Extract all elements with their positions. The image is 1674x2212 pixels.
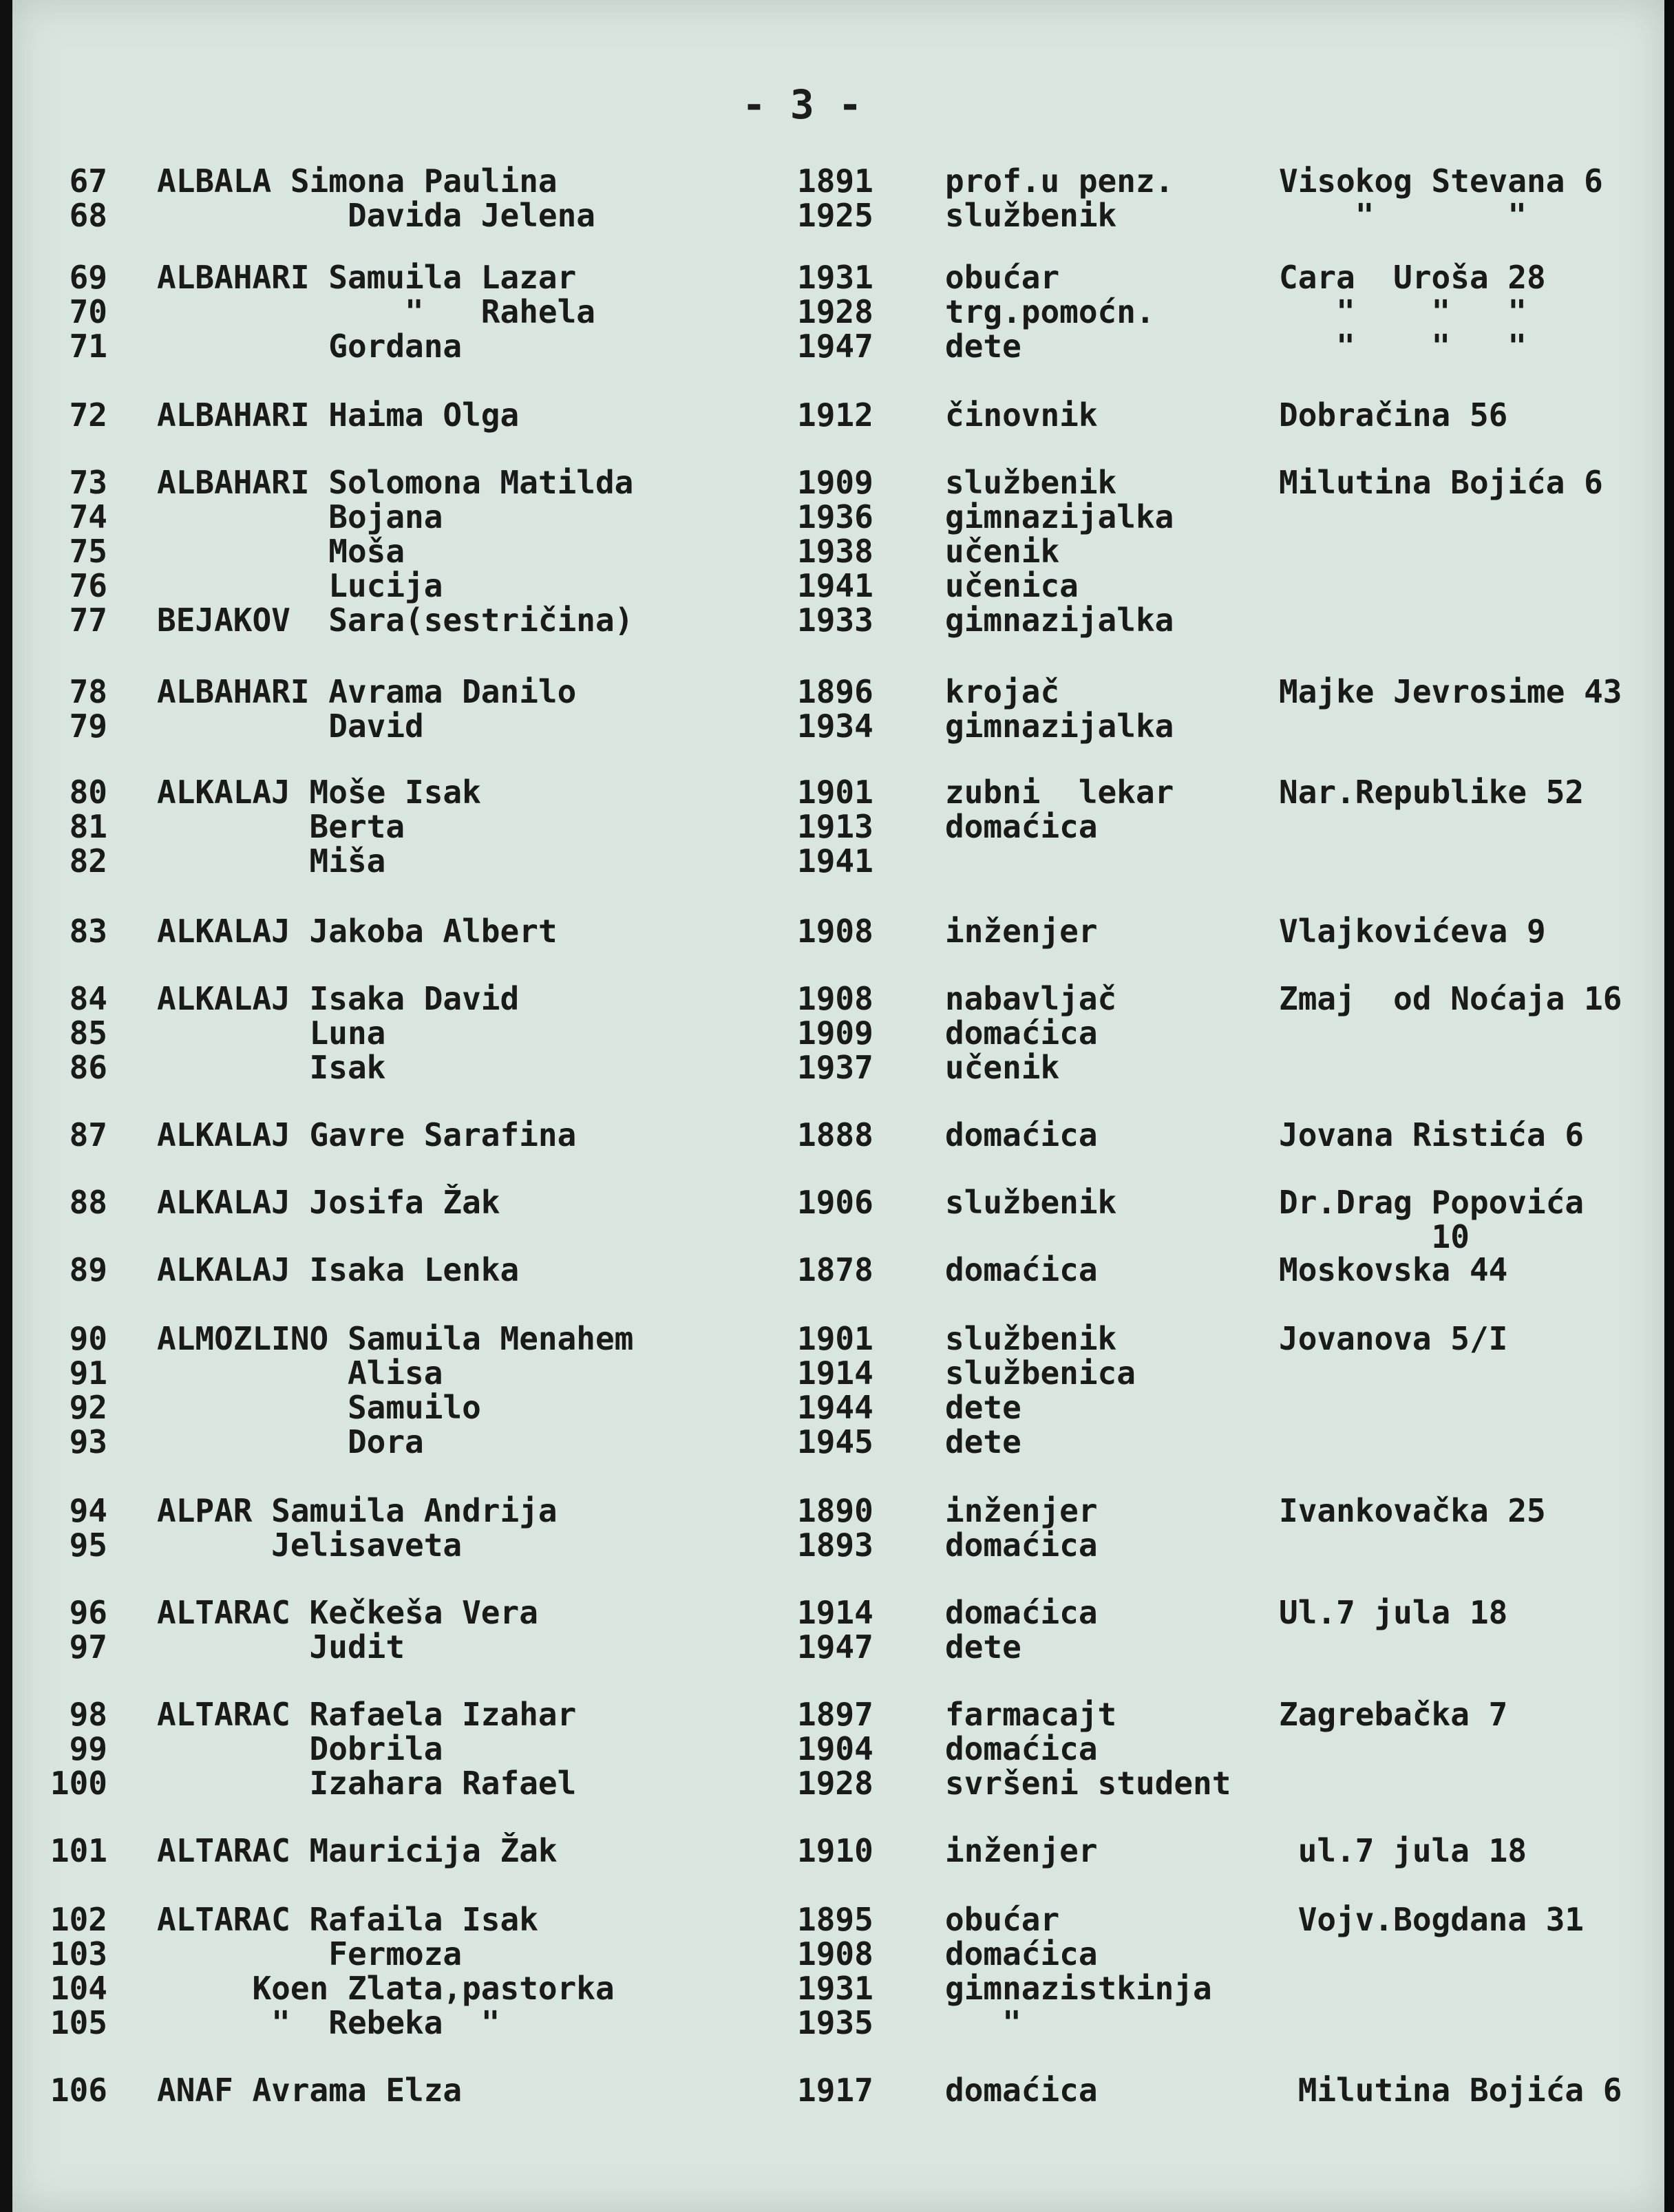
occupation: domaćica xyxy=(945,1251,1098,1288)
row-number: 89 xyxy=(69,1251,107,1288)
list-item xyxy=(12,164,1664,198)
birth-year: 1935 xyxy=(797,2004,873,2041)
list-item xyxy=(12,1902,1664,1937)
address: Nar.Republike 52 xyxy=(1279,774,1585,811)
person-name: Bojana xyxy=(157,498,443,535)
occupation: domaćica xyxy=(945,1014,1098,1052)
birth-year: 1936 xyxy=(797,498,873,535)
birth-year: 1910 xyxy=(797,1832,873,1869)
row-number: 72 xyxy=(69,396,107,434)
person-name: Lucija xyxy=(157,567,443,604)
list-item xyxy=(12,329,1664,363)
row-number: 100 xyxy=(50,1765,107,1802)
address: Cara Uroša 28 xyxy=(1279,259,1546,296)
row-number: 83 xyxy=(69,913,107,950)
occupation: domaćica xyxy=(945,1527,1098,1564)
person-name: Dobrila xyxy=(157,1730,443,1767)
list-item xyxy=(12,709,1664,743)
occupation: krojač xyxy=(945,673,1060,710)
row-number: 71 xyxy=(69,328,107,365)
occupation: gimnazijalka xyxy=(945,708,1174,745)
address: Visokog Stevana 6 xyxy=(1279,162,1603,200)
person-name: ALKALAJ Josifa Žak xyxy=(157,1184,500,1221)
person-name: ALPAR Samuila Andrija xyxy=(157,1492,558,1529)
address: Dobračina 56 xyxy=(1279,396,1508,434)
list-item xyxy=(12,1595,1664,1630)
list-item xyxy=(12,1321,1664,1356)
occupation: dete xyxy=(945,1423,1021,1460)
person-name: ALBAHARI Samuila Lazar xyxy=(157,259,577,296)
birth-year: 1890 xyxy=(797,1492,873,1529)
birth-year: 1896 xyxy=(797,673,873,710)
person-name: ALTARAC Rafaila Isak xyxy=(157,1901,538,1938)
row-number: 80 xyxy=(69,774,107,811)
birth-year: 1878 xyxy=(797,1251,873,1288)
row-number: 103 xyxy=(50,1935,107,1972)
occupation: inženjer xyxy=(945,913,1098,950)
row-number: 88 xyxy=(69,1184,107,1221)
list-item xyxy=(12,260,1664,295)
list-item xyxy=(12,1118,1664,1152)
birth-year: 1928 xyxy=(797,1765,873,1802)
row-number: 67 xyxy=(69,162,107,200)
birth-year: 1908 xyxy=(797,980,873,1017)
birth-year: 1947 xyxy=(797,328,873,365)
list-item xyxy=(12,2006,1664,2040)
person-name: ALKALAJ Moše Isak xyxy=(157,774,481,811)
list-item xyxy=(12,398,1664,432)
person-name: Judit xyxy=(157,1628,405,1666)
birth-year: 1909 xyxy=(797,464,873,501)
address: Milutina Bojića 6 xyxy=(1279,464,1603,501)
occupation: gimnazijalka xyxy=(945,498,1174,535)
occupation: domaćica xyxy=(945,1935,1098,1972)
birth-year: 1925 xyxy=(797,197,873,234)
row-number: 84 xyxy=(69,980,107,1017)
person-name: Samuilo xyxy=(157,1389,481,1426)
occupation: nabavljač xyxy=(945,980,1117,1017)
row-number: 102 xyxy=(50,1901,107,1938)
address: Dr.Drag Popovića xyxy=(1279,1184,1585,1221)
occupation: činovnik xyxy=(945,396,1098,434)
list-item xyxy=(12,809,1664,844)
list-item xyxy=(12,775,1664,809)
list-item xyxy=(12,1971,1664,2006)
address: Zagrebačka 7 xyxy=(1279,1696,1508,1733)
row-number: 105 xyxy=(50,2004,107,2041)
person-name: ALMOZLINO Samuila Menahem xyxy=(157,1320,634,1357)
person-name: ALTARAC Mauricija Žak xyxy=(157,1832,558,1869)
list-item xyxy=(12,1493,1664,1528)
occupation: obućar xyxy=(945,1901,1060,1938)
row-number: 92 xyxy=(69,1389,107,1426)
birth-year: 1888 xyxy=(797,1116,873,1153)
row-number: 91 xyxy=(69,1354,107,1392)
row-number: 82 xyxy=(69,842,107,880)
birth-year: 1901 xyxy=(797,1320,873,1357)
list-item xyxy=(12,568,1664,603)
occupation: " xyxy=(945,2004,1021,2041)
person-name: Izahara Rafael xyxy=(157,1765,577,1802)
list-item xyxy=(12,1390,1664,1425)
person-name: ALBALA Simona Paulina xyxy=(157,162,558,200)
occupation: službenik xyxy=(945,1320,1117,1357)
occupation: domaćica xyxy=(945,808,1098,845)
list-item xyxy=(12,198,1664,233)
row-number: 85 xyxy=(69,1014,107,1052)
birth-year: 1901 xyxy=(797,774,873,811)
birth-year: 1931 xyxy=(797,259,873,296)
list-item xyxy=(12,465,1664,500)
list-item xyxy=(12,1937,1664,1971)
occupation: učenica xyxy=(945,567,1079,604)
person-name: ALKALAJ Gavre Sarafina xyxy=(157,1116,577,1153)
address: Jovana Ristića 6 xyxy=(1279,1116,1585,1153)
address: " " xyxy=(1279,197,1527,234)
person-name: ALKALAJ Isaka David xyxy=(157,980,520,1017)
row-number: 99 xyxy=(69,1730,107,1767)
person-name: BEJAKOV Sara(sestričina) xyxy=(157,602,634,639)
address: Majke Jevrosime 43 xyxy=(1279,673,1622,710)
list-item xyxy=(12,1356,1664,1390)
birth-year: 1895 xyxy=(797,1901,873,1938)
birth-year: 1897 xyxy=(797,1696,873,1733)
address: Ul.7 jula 18 xyxy=(1279,1594,1508,1631)
row-number: 90 xyxy=(69,1320,107,1357)
person-name: David xyxy=(157,708,424,745)
address: Jovanova 5/I xyxy=(1279,1320,1508,1357)
birth-year: 1904 xyxy=(797,1730,873,1767)
document-page xyxy=(12,0,1664,2212)
list-item xyxy=(12,981,1664,1016)
row-number: 104 xyxy=(50,1970,107,2007)
birth-year: 1944 xyxy=(797,1389,873,1426)
person-name: ANAF Avrama Elza xyxy=(157,2072,463,2109)
person-name: ALBAHARI Solomona Matilda xyxy=(157,464,634,501)
address: Ivankovačka 25 xyxy=(1279,1492,1546,1529)
address: Vojv.Bogdana 31 xyxy=(1279,1901,1585,1938)
list-item xyxy=(12,1732,1664,1766)
row-number: 96 xyxy=(69,1594,107,1631)
list-item xyxy=(12,1697,1664,1732)
person-name: Fermoza xyxy=(157,1935,463,1972)
row-number: 94 xyxy=(69,1492,107,1529)
row-number: 106 xyxy=(50,2072,107,2109)
person-name: ALTARAC Rafaela Izahar xyxy=(157,1696,577,1733)
occupation: domaćica xyxy=(945,1594,1098,1631)
birth-year: 1937 xyxy=(797,1049,873,1086)
address: Zmaj od Noćaja 16 xyxy=(1279,980,1622,1017)
list-item xyxy=(12,534,1664,568)
birth-year: 1933 xyxy=(797,602,873,639)
birth-year: 1908 xyxy=(797,1935,873,1972)
address: Moskovska 44 xyxy=(1279,1251,1508,1288)
birth-year: 1912 xyxy=(797,396,873,434)
address: 10 xyxy=(1279,1218,1470,1255)
list-item xyxy=(12,1185,1664,1220)
person-name: ALKALAJ Jakoba Albert xyxy=(157,913,558,950)
row-number: 97 xyxy=(69,1628,107,1666)
person-name: ALTARAC Kečkeša Vera xyxy=(157,1594,538,1631)
person-name: Gordana xyxy=(157,328,463,365)
person-name: Moša xyxy=(157,533,405,570)
address: Milutina Bojića 6 xyxy=(1279,2072,1622,2109)
person-name: Davida Jelena xyxy=(157,197,595,234)
row-number: 98 xyxy=(69,1696,107,1733)
row-number: 78 xyxy=(69,673,107,710)
person-name: Jelisaveta xyxy=(157,1527,463,1564)
list-item xyxy=(12,2073,1664,2107)
occupation: službenik xyxy=(945,197,1117,234)
list-item xyxy=(12,1833,1664,1868)
list-item xyxy=(12,1050,1664,1085)
occupation: farmacajt xyxy=(945,1696,1117,1733)
list-item xyxy=(12,844,1664,878)
birth-year: 1938 xyxy=(797,533,873,570)
birth-year: 1914 xyxy=(797,1594,873,1631)
occupation: zubni lekar xyxy=(945,774,1174,811)
list-item xyxy=(12,1528,1664,1562)
occupation: službenik xyxy=(945,1184,1117,1221)
birth-year: 1914 xyxy=(797,1354,873,1392)
list-item xyxy=(12,603,1664,637)
birth-year: 1906 xyxy=(797,1184,873,1221)
birth-year: 1941 xyxy=(797,567,873,604)
address: " " " xyxy=(1279,328,1527,365)
row-number: 101 xyxy=(50,1832,107,1869)
person-name: " Rahela xyxy=(157,293,595,330)
row-number: 76 xyxy=(69,567,107,604)
row-number: 73 xyxy=(69,464,107,501)
list-item xyxy=(12,1253,1664,1287)
birth-year: 1893 xyxy=(797,1527,873,1564)
list-item xyxy=(12,914,1664,948)
list-item xyxy=(12,1220,1664,1254)
person-name: ALBAHARI Avrama Danilo xyxy=(157,673,577,710)
occupation: dete xyxy=(945,328,1021,365)
person-name: Miša xyxy=(157,842,386,880)
birth-year: 1891 xyxy=(797,162,873,200)
row-number: 81 xyxy=(69,808,107,845)
occupation: dete xyxy=(945,1628,1021,1666)
birth-year: 1931 xyxy=(797,1970,873,2007)
row-number: 68 xyxy=(69,197,107,234)
person-name: " Rebeka " xyxy=(157,2004,500,2041)
birth-year: 1947 xyxy=(797,1628,873,1666)
row-number: 87 xyxy=(69,1116,107,1153)
row-number: 93 xyxy=(69,1423,107,1460)
occupation: gimnazistkinja xyxy=(945,1970,1212,2007)
birth-year: 1909 xyxy=(797,1014,873,1052)
page-number: - 3 - xyxy=(742,81,862,128)
person-name: ALKALAJ Isaka Lenka xyxy=(157,1251,520,1288)
row-number: 69 xyxy=(69,259,107,296)
occupation: gimnazijalka xyxy=(945,602,1174,639)
list-item xyxy=(12,500,1664,534)
occupation: domaćica xyxy=(945,1730,1098,1767)
occupation: dete xyxy=(945,1389,1021,1426)
person-name: Berta xyxy=(157,808,405,845)
occupation: službenica xyxy=(945,1354,1136,1392)
list-item xyxy=(12,674,1664,709)
address: Vlajkovićeva 9 xyxy=(1279,913,1546,950)
row-number: 75 xyxy=(69,533,107,570)
occupation: službenik xyxy=(945,464,1117,501)
row-number: 79 xyxy=(69,708,107,745)
occupation: inženjer xyxy=(945,1832,1098,1869)
row-number: 70 xyxy=(69,293,107,330)
person-name: ALBAHARI Haima Olga xyxy=(157,396,520,434)
list-item xyxy=(12,295,1664,329)
occupation: učenik xyxy=(945,533,1060,570)
birth-year: 1908 xyxy=(797,913,873,950)
birth-year: 1934 xyxy=(797,708,873,745)
occupation: trg.pomoćn. xyxy=(945,293,1155,330)
occupation: prof.u penz. xyxy=(945,162,1174,200)
row-number: 86 xyxy=(69,1049,107,1086)
row-number: 95 xyxy=(69,1527,107,1564)
scan-edge xyxy=(1664,0,1674,2212)
person-name: Dora xyxy=(157,1423,424,1460)
birth-year: 1917 xyxy=(797,2072,873,2109)
person-name: Koen Zlata,pastorka xyxy=(157,1970,615,2007)
list-item xyxy=(12,1766,1664,1800)
occupation: svršeni student xyxy=(945,1765,1231,1802)
occupation: inženjer xyxy=(945,1492,1098,1529)
occupation: učenik xyxy=(945,1049,1060,1086)
person-name: Luna xyxy=(157,1014,386,1052)
occupation: domaćica xyxy=(945,1116,1098,1153)
address: " " " xyxy=(1279,293,1527,330)
occupation: domaćica xyxy=(945,2072,1098,2109)
list-item xyxy=(12,1630,1664,1664)
occupation: obućar xyxy=(945,259,1060,296)
birth-year: 1913 xyxy=(797,808,873,845)
person-name: Alisa xyxy=(157,1354,443,1392)
address: ul.7 jula 18 xyxy=(1279,1832,1527,1869)
birth-year: 1941 xyxy=(797,842,873,880)
person-name: Isak xyxy=(157,1049,386,1086)
list-item xyxy=(12,1425,1664,1459)
row-number: 77 xyxy=(69,602,107,639)
list-item xyxy=(12,1016,1664,1050)
birth-year: 1945 xyxy=(797,1423,873,1460)
birth-year: 1928 xyxy=(797,293,873,330)
row-number: 74 xyxy=(69,498,107,535)
